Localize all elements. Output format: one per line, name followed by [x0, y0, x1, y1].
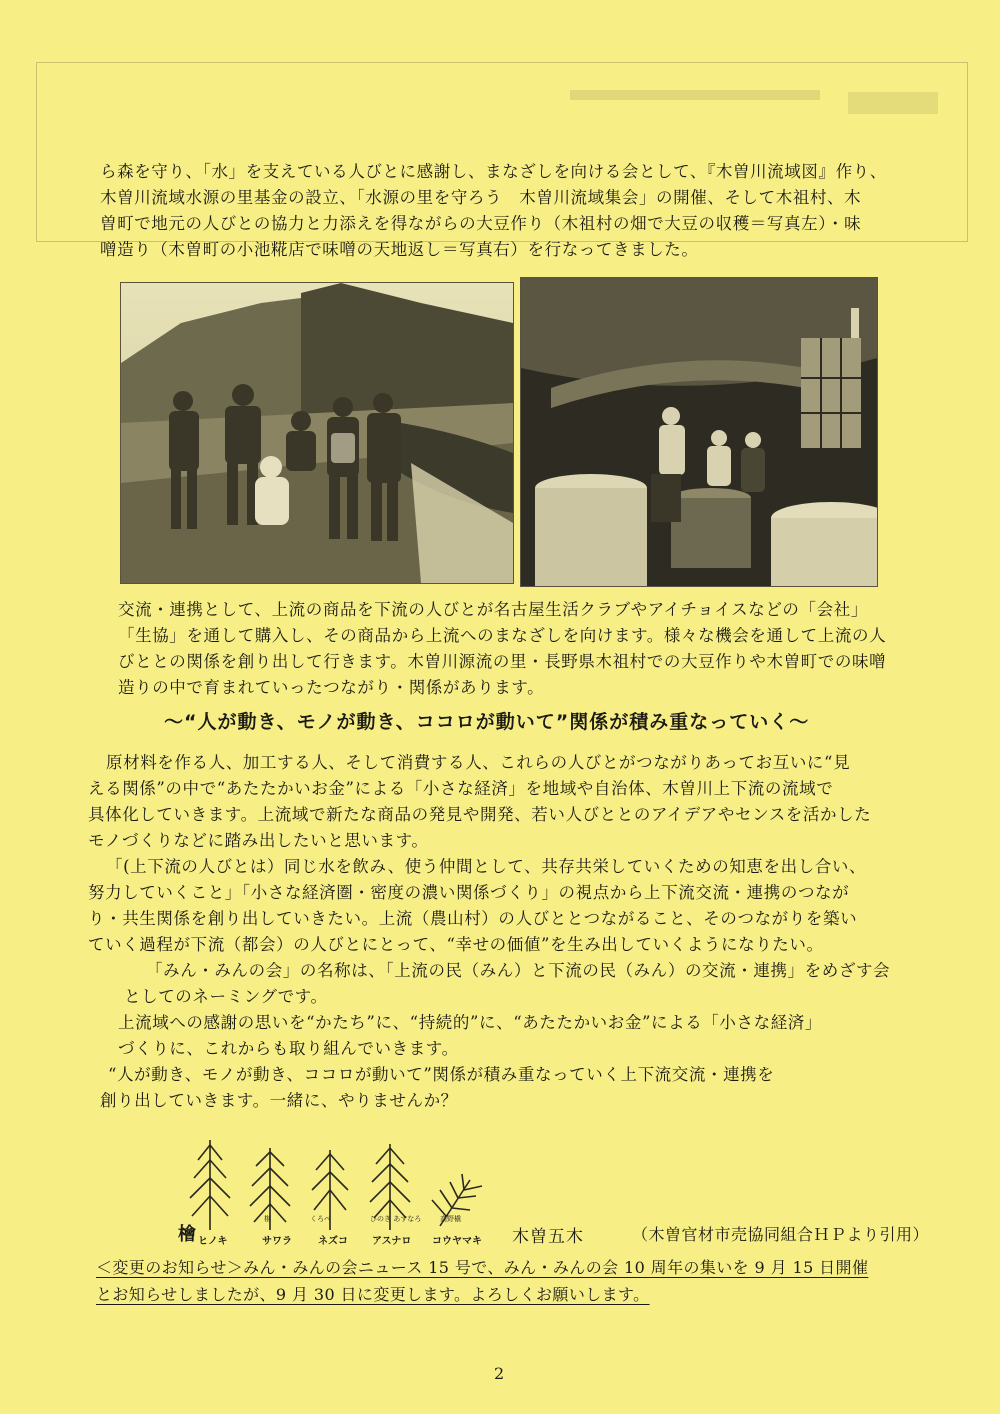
- intro-line: 噌造り（木曽町の小池糀店で味噌の天地返し＝写真右）を行なってきました。: [100, 240, 699, 259]
- bleed-through-mark: [848, 92, 938, 114]
- body-line: ていく過程が下流（都会）の人びとにとって、“幸せの価値”を生み出していくようになりたい。: [88, 935, 824, 954]
- notice-line: とお知らせしましたが、9 月 30 日に変更します。よろしくお願いします。: [96, 1285, 650, 1304]
- body-line: 具体化していきます。上流域で新たな商品の発見や開発、若い人びととのアイデアやセンスを活かした: [88, 805, 872, 824]
- exchange-line: 造りの中で育まれていったつながり・関係があります。: [118, 678, 545, 697]
- exchange-line: 交流・連携として、上流の商品を下流の人びとが名古屋生活クラブやアイチョイスなどの「会社」: [118, 600, 868, 619]
- illustration-caption: 木曽五木: [512, 1227, 584, 1247]
- hinoki-kanji: 檜: [178, 1224, 196, 1245]
- miso-making-photo: [520, 277, 878, 587]
- body-line: としてのネーミングです。: [124, 987, 328, 1006]
- hinoki-label: ヒノキ: [198, 1236, 228, 1247]
- intro-line: 曽町で地元の人びとの協力と力添えを得ながらの大豆作り（木祖村の畑で大豆の収穫＝写真左）・味: [100, 214, 862, 233]
- body-line: 創り出していきます。一緒に、やりませんか？: [100, 1091, 458, 1110]
- body-line: づくりに、これからも取り組んでいきます。: [118, 1039, 459, 1058]
- body-line: える関係”の中で“あたたかいお金”による「小さな経済」を地域や自治体、木曽川上下流の流域で: [88, 779, 834, 798]
- koyamaki-furigana: 高野槇: [440, 1215, 461, 1223]
- exchange-paragraph: [118, 597, 886, 701]
- body-paragraph: [88, 750, 890, 1114]
- body-line: “人が動き、モノが動き、ココロが動いて”関係が積み重なっていく上下流交流・連携を: [108, 1065, 775, 1084]
- body-line: 努力していくこと」「小さな経済圏・密度の濃い関係づくり」の視点から上下流交流・連携のつなが: [88, 883, 850, 902]
- notice-line: ＜変更のお知らせ＞みん・みんの会ニュース 15 号で、みん・みんの会 10 周年の集いを 9 月 15 日開催: [96, 1258, 869, 1277]
- exchange-line: 「生協」を通して購入し、その商品から上流へのまなざしを向けます。様々な機会を通して上流の人: [118, 626, 887, 645]
- body-line: 「(上下流の人びとは）同じ水を飲み、使う仲間として、共存共栄していくための知恵を出し合い、: [106, 857, 867, 876]
- body-line: り・共生関係を創り出していきたい。上流（農山村）の人びととつながること、そのつながりを築い: [88, 909, 858, 928]
- intro-line: 木曽川流域水源の里基金の設立、「水源の里を守ろう 木曽川流域集会」の開催、そして木祖村、木: [100, 188, 862, 207]
- page-number: 2: [494, 1364, 505, 1383]
- nezuko-furigana: くろべ: [310, 1215, 331, 1223]
- section-heading: ～“人が動き、モノが動き、ココロが動いて”関係が積み重なっていく～: [164, 711, 810, 733]
- intro-paragraph: [100, 159, 887, 263]
- body-line: モノづくりなどに踏み出したいと思います。: [88, 831, 429, 850]
- hinoki-tree-icon: [190, 1140, 230, 1230]
- change-notice: [96, 1254, 868, 1308]
- illustration-source: （木曽官材市売協同組合ＨＰより引用）: [632, 1225, 930, 1244]
- nezuko-label: ネズコ: [318, 1236, 348, 1247]
- body-line: 「みん・みんの会」の名称は、「上流の民（みん）と下流の民（みん）の交流・連携」をめざす会: [146, 961, 891, 980]
- asunaro-furigana: ひのき あすなろ: [370, 1215, 422, 1223]
- bleed-through-mark: [570, 90, 820, 100]
- soybean-harvest-photo: [120, 282, 514, 584]
- sawara-label: サワラ: [262, 1236, 292, 1247]
- koyamaki-label: コウヤマキ: [432, 1236, 482, 1247]
- body-line: 上流域への感謝の思いを“かたち”に、“持続的”に、“あたたかいお金”による「小さな経済」: [118, 1013, 823, 1032]
- five-trees-illustration: [170, 1130, 490, 1242]
- sawara-furigana: 椹: [264, 1215, 271, 1223]
- intro-line: ら森を守り、「水」を支えている人びとに感謝し、まなざしを向ける会として、『木曽川流域図』作り、: [100, 162, 887, 181]
- body-line: 原材料を作る人、加工する人、そして消費する人、これらの人びとがつながりあってお互いに“見: [106, 753, 851, 772]
- asunaro-label: アスナロ: [372, 1236, 412, 1247]
- exchange-line: びととの関係を創り出して行きます。木曽川源流の里・長野県木祖村での大豆作りや木曽町での味噌: [118, 652, 887, 671]
